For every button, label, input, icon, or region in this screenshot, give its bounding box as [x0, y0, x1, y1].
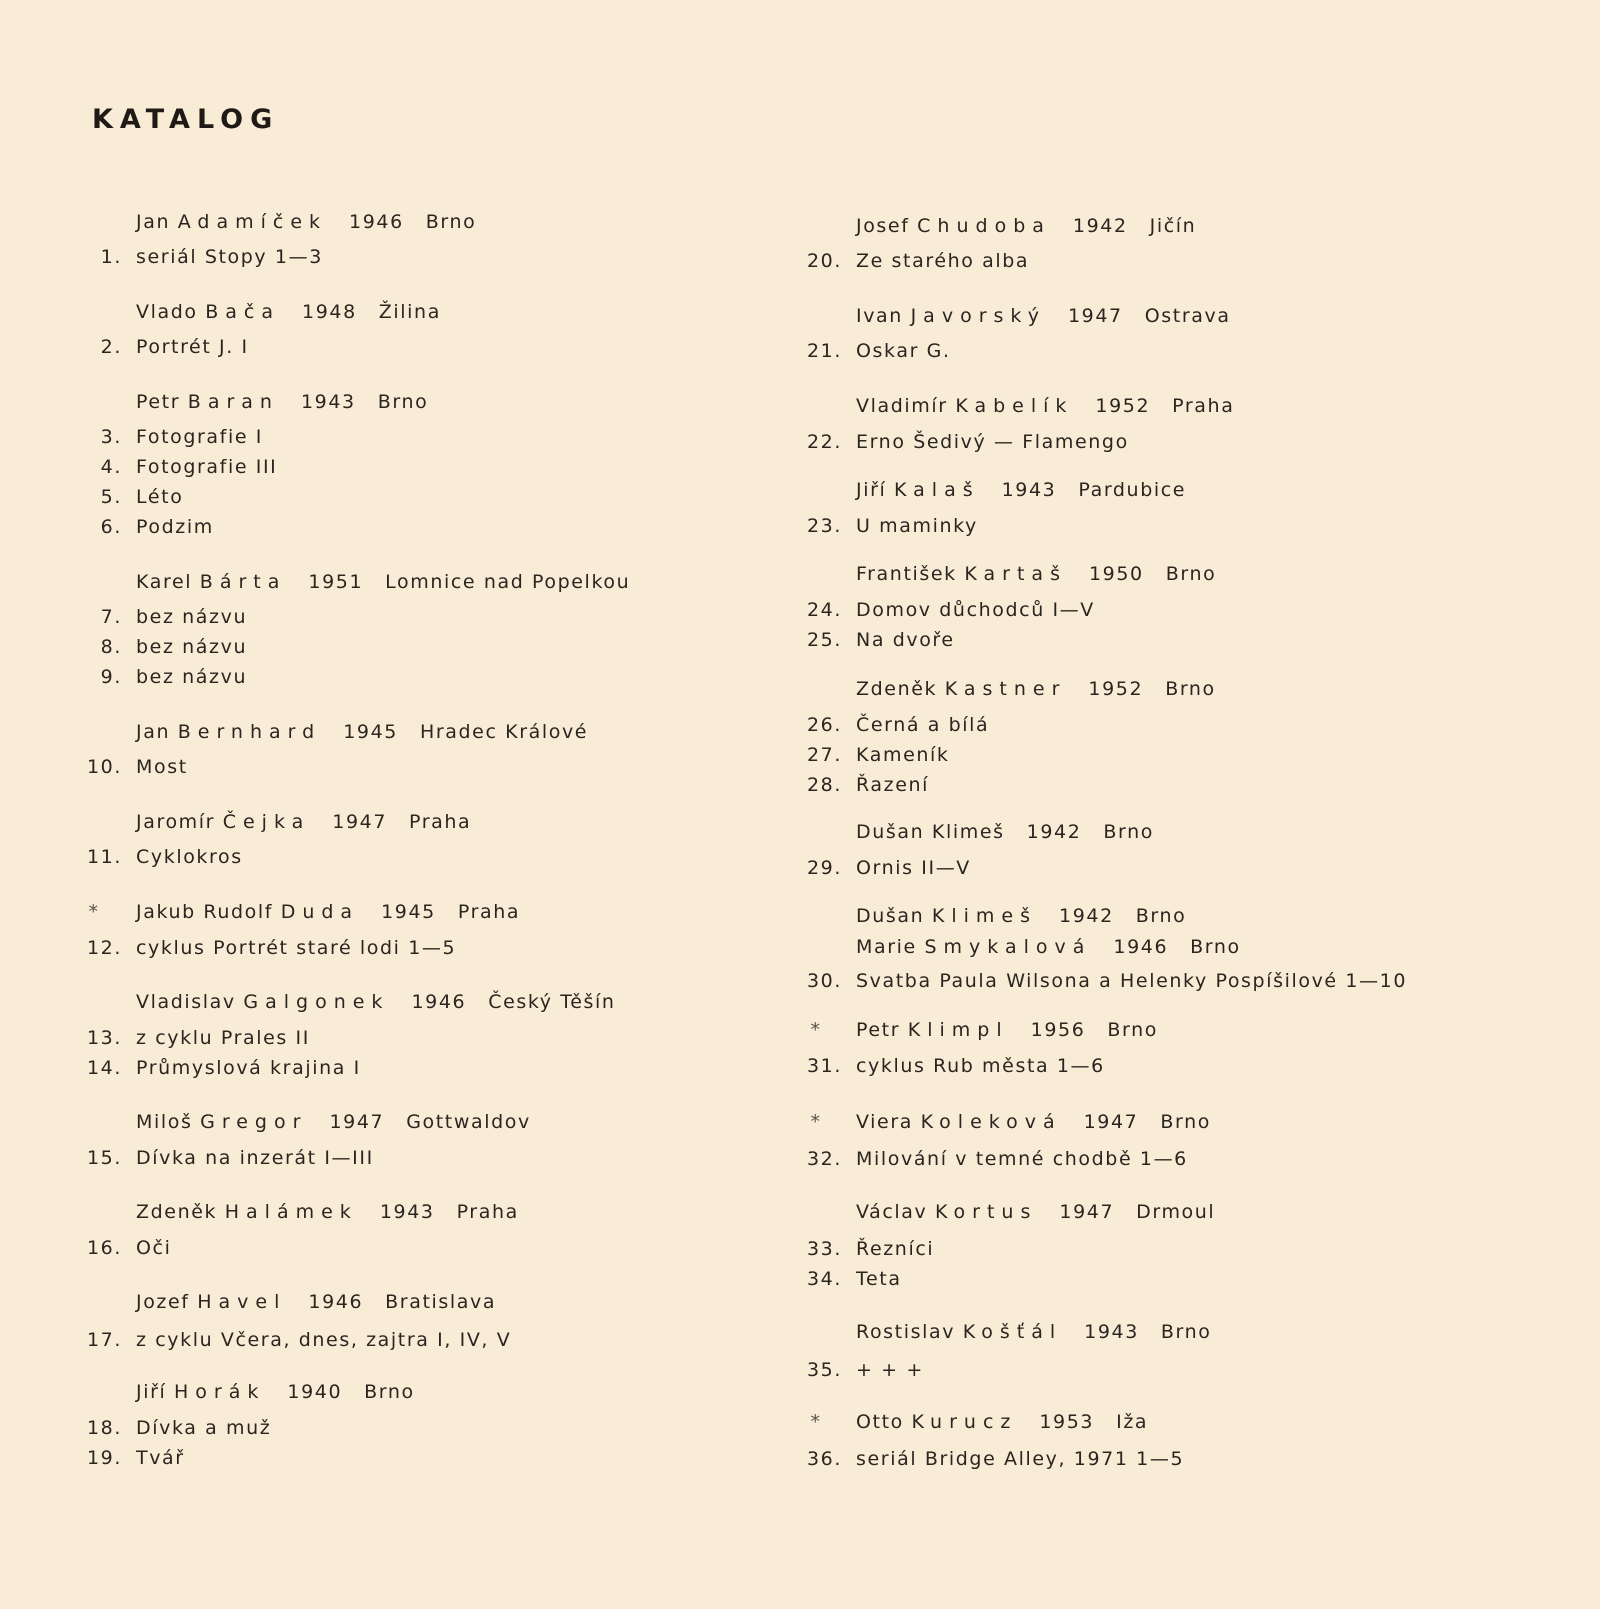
artist-last-name: Halámek — [224, 1201, 358, 1223]
artist-last-name: Klimeš — [931, 905, 1038, 927]
artist-place: Brno — [1160, 1111, 1211, 1133]
work-title: cyklus Rub města 1—6 — [856, 1055, 1105, 1077]
artist-last-name: Smykalová — [924, 936, 1092, 958]
artist-place: Brno — [1135, 905, 1187, 927]
work-number: 19. — [86, 1447, 122, 1469]
artist-first-name: Jaromír — [136, 811, 216, 833]
artist-first-name: Viera — [856, 1111, 914, 1133]
artist-place: Ostrava — [1144, 305, 1231, 327]
work-number: 23. — [806, 515, 842, 537]
artist-birth-year: 1942 — [1026, 821, 1082, 843]
work-title: z cyklu Prales II — [136, 1027, 310, 1049]
artist-first-name: Josef — [856, 215, 910, 237]
work-number: 6. — [100, 516, 122, 538]
artist-place: Praha — [409, 811, 472, 833]
artist-heading — [136, 900, 520, 924]
artist-birth-year: 1946 — [308, 1291, 364, 1313]
artist-birth-year: 1946 — [1113, 936, 1169, 958]
work-number: 33. — [806, 1238, 842, 1260]
artist-first-name: Jan — [136, 211, 171, 233]
work-number: 22. — [806, 431, 842, 453]
work-number: 1. — [100, 246, 122, 268]
work-number: 34. — [806, 1268, 842, 1290]
work-title: bez názvu — [136, 606, 248, 628]
work-number: 26. — [806, 714, 842, 736]
work-number: 16. — [86, 1237, 122, 1259]
artist-birth-year: 1943 — [300, 391, 356, 413]
artist-birth-year: 1946 — [411, 991, 467, 1013]
work-number: 5. — [100, 486, 122, 508]
work-title: Řezníci — [856, 1238, 935, 1260]
artist-last-name: Klimpl — [907, 1019, 1009, 1041]
artist-heading — [856, 1200, 1215, 1224]
work-title: Most — [136, 756, 188, 778]
work-title: U maminky — [856, 515, 978, 537]
artist-last-name: Kartaš — [964, 563, 1067, 585]
artist-birth-year: 1953 — [1039, 1411, 1095, 1433]
work-number: 18. — [86, 1417, 122, 1439]
asterisk-mark: * — [810, 1111, 822, 1133]
work-number: 7. — [100, 606, 122, 628]
work-title: Oskar G. — [856, 340, 951, 362]
work-title: Tvář — [136, 1447, 185, 1469]
work-number: 21. — [806, 340, 842, 362]
artist-first-name: Vladimír — [856, 395, 948, 417]
artist-heading — [856, 394, 1234, 418]
artist-birth-year: 1947 — [1067, 305, 1123, 327]
artist-birth-year: 1947 — [1059, 1201, 1115, 1223]
artist-place: Praha — [456, 1201, 519, 1223]
work-title: Oči — [136, 1237, 172, 1259]
work-title: + + + — [856, 1359, 924, 1381]
work-title: Na dvoře — [856, 629, 955, 651]
artist-last-name: Bárta — [199, 571, 287, 593]
artist-place: Praha — [457, 901, 521, 923]
artist-place: Hradec Králové — [419, 721, 589, 743]
artist-place: Pardubice — [1078, 479, 1187, 501]
work-number: 14. — [86, 1057, 122, 1079]
artist-first-name: Miloš — [136, 1111, 193, 1133]
artist-first-name: Dušan — [856, 821, 925, 843]
artist-birth-year: 1948 — [302, 301, 357, 323]
artist-place: Praha — [1172, 395, 1235, 417]
work-title: Černá a bílá — [856, 714, 990, 736]
artist-birth-year: 1952 — [1088, 678, 1144, 700]
artist-last-name: Kalaš — [894, 479, 980, 501]
artist-last-name: Baran — [187, 391, 279, 413]
artist-place: Brno — [1190, 936, 1241, 958]
artist-birth-year: 1945 — [381, 901, 436, 923]
artist-heading — [856, 1320, 1212, 1344]
artist-last-name: Čejka — [222, 811, 311, 833]
work-title: Kameník — [856, 744, 950, 766]
artist-heading — [136, 810, 471, 834]
work-number: 9. — [100, 666, 122, 688]
work-number: 31. — [806, 1055, 842, 1077]
artist-place: Brno — [377, 391, 429, 413]
artist-first-name: Jan — [136, 721, 171, 743]
work-title: Dívka a muž — [136, 1417, 272, 1439]
work-title: Domov důchodců I—V — [856, 599, 1095, 621]
work-number: 13. — [86, 1027, 122, 1049]
work-title: z cyklu Včera, dnes, zajtra I, IV, V — [136, 1329, 512, 1351]
artist-last-name: Klimeš — [931, 821, 1005, 843]
work-title: seriál Bridge Alley, 1971 1—5 — [856, 1448, 1185, 1470]
work-title: Řazení — [856, 774, 930, 796]
work-number: 35. — [806, 1359, 842, 1381]
artist-heading — [136, 1290, 496, 1314]
artist-first-name: Jakub Rudolf — [136, 901, 274, 923]
artist-heading — [856, 304, 1231, 328]
artist-first-name: Otto — [856, 1411, 904, 1433]
artist-first-name: František — [856, 563, 957, 585]
artist-place: Bratislava — [385, 1291, 497, 1313]
work-title: Dívka na inzerát I—III — [136, 1147, 374, 1169]
artist-heading — [856, 1410, 1148, 1434]
artist-place: Drmoul — [1136, 1201, 1216, 1223]
work-title: Podzim — [136, 516, 214, 538]
work-number: 2. — [100, 336, 122, 358]
artist-first-name: Karel — [136, 571, 193, 593]
work-number: 32. — [806, 1148, 842, 1170]
page-title: KATALOG — [92, 104, 280, 135]
artist-birth-year: 1945 — [343, 721, 398, 743]
work-title: bez názvu — [136, 666, 248, 688]
asterisk-mark: * — [810, 1411, 822, 1433]
work-number: 30. — [806, 970, 842, 992]
work-title: Erno Šedivý — Flamengo — [856, 431, 1129, 453]
work-number: 11. — [86, 846, 122, 868]
work-title: Průmyslová krajina I — [136, 1057, 361, 1079]
artist-last-name: Bača — [205, 301, 281, 323]
artist-birth-year: 1950 — [1088, 563, 1144, 585]
artist-place: Brno — [1107, 1019, 1159, 1041]
artist-place: Jičín — [1149, 215, 1197, 237]
artist-birth-year: 1943 — [1001, 479, 1057, 501]
artist-first-name: Zdeněk — [856, 678, 938, 700]
artist-heading — [856, 820, 1154, 844]
artist-birth-year: 1943 — [1084, 1321, 1139, 1343]
artist-birth-year: 1947 — [1083, 1111, 1139, 1133]
work-number: 25. — [806, 629, 842, 651]
artist-first-name: Rostislav — [856, 1321, 956, 1343]
artist-first-name: Petr — [136, 391, 181, 413]
work-title: Fotografie I — [136, 426, 263, 448]
artist-last-name: Havel — [197, 1291, 287, 1313]
artist-first-name: Ivan — [856, 305, 903, 327]
work-number: 4. — [100, 456, 122, 478]
artist-place: Brno — [364, 1381, 415, 1403]
artist-last-name: Adamíček — [177, 211, 328, 233]
artist-last-name: Galgonek — [243, 991, 390, 1013]
artist-heading — [136, 210, 476, 234]
work-title: cyklus Portrét staré lodi 1—5 — [136, 937, 457, 959]
artist-birth-year: 1952 — [1095, 395, 1151, 417]
artist-first-name: Jozef — [136, 1291, 190, 1313]
artist-place: Brno — [1103, 821, 1154, 843]
artist-place: Brno — [1165, 678, 1216, 700]
artist-birth-year: 1946 — [349, 211, 404, 233]
work-number: 29. — [806, 857, 842, 879]
work-number: 15. — [86, 1147, 122, 1169]
work-title: bez názvu — [136, 636, 248, 658]
artist-last-name: Koleková — [920, 1111, 1062, 1133]
artist-last-name: Chudoba — [917, 215, 1051, 237]
work-title: Svatba Paula Wilsona a Helenky Pospíšilové 1—10 — [856, 970, 1408, 992]
artist-place: Iža — [1116, 1411, 1149, 1433]
artist-heading — [136, 1380, 415, 1404]
artist-last-name: Gregor — [200, 1111, 308, 1133]
artist-heading — [856, 935, 1241, 959]
artist-heading — [136, 300, 441, 324]
artist-place: Brno — [1165, 563, 1217, 585]
artist-last-name: Javorský — [910, 305, 1046, 327]
artist-first-name: Jiří — [856, 479, 887, 501]
work-number: 10. — [86, 756, 122, 778]
artist-place: Žilina — [378, 301, 441, 323]
artist-heading — [856, 478, 1186, 502]
artist-place: Lomnice nad Popelkou — [385, 571, 631, 593]
artist-birth-year: 1942 — [1072, 215, 1128, 237]
artist-first-name: Vlado — [136, 301, 198, 323]
work-number: 28. — [806, 774, 842, 796]
artist-first-name: Dušan — [856, 905, 925, 927]
artist-place: Český Těšín — [488, 991, 616, 1013]
work-number: 17. — [86, 1329, 122, 1351]
work-number: 12. — [86, 937, 122, 959]
artist-last-name: Kurucz — [911, 1411, 1018, 1433]
artist-place: Gottwaldov — [406, 1111, 531, 1133]
artist-birth-year: 1942 — [1059, 905, 1114, 927]
artist-first-name: Zdeněk — [136, 1201, 218, 1223]
artist-heading — [136, 390, 428, 414]
artist-heading — [856, 677, 1216, 701]
work-title: Milování v temné chodbě 1—6 — [856, 1148, 1188, 1170]
artist-last-name: Kabelík — [955, 395, 1074, 417]
work-number: 24. — [806, 599, 842, 621]
work-title: Portrét J. I — [136, 336, 249, 358]
artist-first-name: Petr — [856, 1019, 901, 1041]
artist-birth-year: 1951 — [308, 571, 364, 593]
work-title: seriál Stopy 1—3 — [136, 246, 323, 268]
artist-heading — [136, 1110, 531, 1134]
artist-place: Brno — [1160, 1321, 1212, 1343]
artist-first-name: Václav — [856, 1201, 928, 1223]
artist-heading — [856, 1018, 1158, 1042]
artist-heading — [856, 214, 1196, 238]
artist-birth-year: 1943 — [379, 1201, 435, 1223]
artist-first-name: Vladislav — [136, 991, 236, 1013]
artist-heading — [136, 570, 630, 594]
artist-heading — [136, 720, 588, 744]
work-number: 36. — [806, 1448, 842, 1470]
asterisk-mark: * — [810, 1019, 822, 1041]
work-title: Ornis II—V — [856, 857, 971, 879]
work-number: 3. — [100, 426, 122, 448]
work-title: Fotografie III — [136, 456, 278, 478]
artist-last-name: Kastner — [944, 678, 1067, 700]
work-title: Léto — [136, 486, 184, 508]
artist-heading — [136, 990, 616, 1014]
work-number: 8. — [100, 636, 122, 658]
artist-heading — [856, 1110, 1211, 1134]
asterisk-mark: * — [88, 901, 100, 923]
artist-birth-year: 1947 — [332, 811, 388, 833]
artist-last-name: Horák — [174, 1381, 266, 1403]
artist-birth-year: 1956 — [1030, 1019, 1086, 1041]
artist-birth-year: 1947 — [329, 1111, 385, 1133]
artist-heading — [856, 562, 1216, 586]
work-title: Ze starého alba — [856, 250, 1030, 272]
work-number: 27. — [806, 744, 842, 766]
artist-heading — [856, 904, 1186, 928]
artist-place: Brno — [425, 211, 477, 233]
work-number: 20. — [806, 250, 842, 272]
artist-first-name: Jiří — [136, 1381, 167, 1403]
artist-heading — [136, 1200, 519, 1224]
artist-last-name: Duda — [280, 901, 360, 923]
work-title: Teta — [856, 1268, 902, 1290]
artist-last-name: Kortus — [935, 1201, 1038, 1223]
artist-last-name: Košťál — [962, 1321, 1063, 1343]
artist-last-name: Bernhard — [177, 721, 322, 743]
artist-birth-year: 1940 — [287, 1381, 343, 1403]
work-title: Cyklokros — [136, 846, 243, 868]
artist-first-name: Marie — [856, 936, 917, 958]
